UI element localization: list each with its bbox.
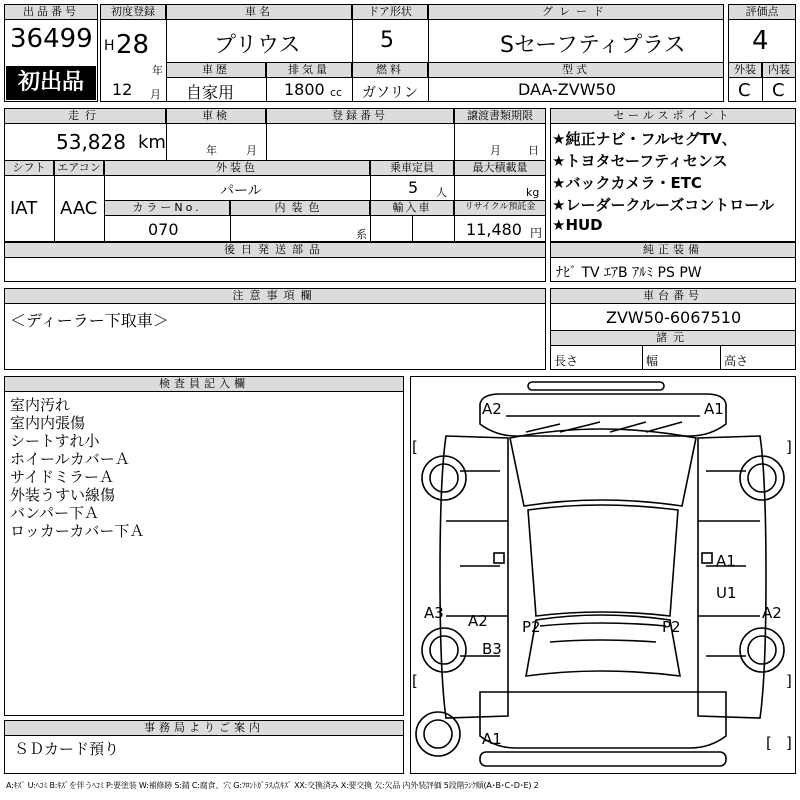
doors: 5 — [380, 28, 394, 53]
bracket: [ — [766, 734, 772, 752]
front-bumper — [528, 382, 664, 390]
yen-unit: 円 — [530, 226, 543, 240]
color: パール — [220, 183, 262, 199]
recycle-label: リサイクル預託金 — [454, 200, 546, 216]
roof-panel — [528, 505, 678, 616]
inspection-year-unit: 年 — [206, 144, 217, 157]
length-label: 長さ — [554, 354, 579, 368]
sales-point: ★レーダークルーズコントロール — [552, 196, 774, 214]
ac: AAC — [60, 198, 98, 219]
damage-mark: A2 — [482, 400, 502, 418]
first-listing-badge: 初出品 — [6, 66, 96, 100]
reg-label: 初度登録 — [100, 4, 166, 20]
damage-mark: P2 — [662, 618, 681, 636]
width-label: 幅 — [646, 354, 659, 368]
right-body — [698, 436, 766, 718]
sales-point: ★HUD — [552, 216, 603, 234]
int-label: 内装 — [762, 62, 796, 78]
capacity-label: 乗車定員 — [370, 160, 454, 176]
month-unit: 月 — [150, 88, 161, 101]
lot-number: 36499 — [10, 24, 93, 54]
model: DAA-ZVW50 — [518, 80, 616, 99]
year-unit: 年 — [152, 64, 163, 77]
spare-wheel — [416, 712, 460, 756]
inspector-item: 室内内張傷 — [10, 414, 86, 432]
reg-year: 28 — [116, 30, 150, 60]
bracket: ] — [786, 672, 792, 690]
cc-unit: cc — [330, 86, 343, 99]
damage-mark: A3 — [424, 604, 444, 622]
damage-mark: A1 — [716, 552, 736, 570]
ac-label: エアコン — [54, 160, 104, 176]
damage-mark: B3 — [482, 640, 502, 658]
int-color-label: 内装色 — [230, 200, 370, 216]
import-label: 輸入車 — [370, 200, 454, 216]
damage-mark: A1 — [482, 730, 502, 748]
int-color-unit: 系 — [356, 228, 367, 241]
ext-score: C — [738, 80, 751, 101]
sales-point: ★バックカメラ・ETC — [552, 174, 702, 192]
model-label: 型式 — [428, 62, 724, 78]
score-label: 評価点 — [728, 4, 796, 20]
mileage-label: 走行 — [4, 108, 166, 124]
displacement: 1800 — [284, 80, 325, 99]
shift: IAT — [10, 198, 38, 219]
inspector-item: 外装うすい線傷 — [10, 486, 116, 504]
bracket: ] — [786, 734, 792, 752]
fuel-label: 燃料 — [352, 62, 428, 78]
chassis-label: 車台番号 — [550, 288, 796, 304]
notes-label: 注意事項欄 — [4, 288, 546, 304]
inspector-item: 室内汚れ — [10, 396, 71, 414]
deadline-label: 譲渡書類期限 — [454, 108, 546, 124]
recycle: 11,480 — [466, 220, 522, 239]
grade: Sセーフティプラス — [500, 33, 686, 58]
person-unit: 人 — [436, 186, 447, 199]
grade-label: グレード — [428, 4, 724, 20]
km-unit: km — [138, 132, 166, 153]
history: 自家用 — [186, 83, 235, 102]
equipment-value: ﾅﾋﾞ TV ｴｱB ｱﾙﾐ PS PW — [556, 265, 702, 281]
door-label: ドア形状 — [352, 4, 428, 20]
dims-label: 諸元 — [550, 330, 796, 346]
history-label: 車歴 — [166, 62, 266, 78]
office-value: ＳＤカード預り — [14, 740, 120, 758]
lot-label: 出品番号 — [4, 4, 98, 20]
load-label: 最大積載量 — [454, 160, 546, 176]
mileage: 53,828 — [56, 130, 126, 154]
inspector-item: ホイールカバーＡ — [10, 450, 130, 468]
fuel: ガソリン — [362, 85, 418, 101]
chassis-value: ZVW50-6067510 — [606, 308, 742, 327]
damage-mark: A2 — [762, 604, 782, 622]
bracket: [ — [412, 438, 418, 456]
deadline-month-unit: 月 — [490, 144, 501, 157]
sales-point: ★純正ナビ・フルセグTV、 — [552, 130, 737, 148]
car-name: プリウス — [214, 33, 301, 58]
inspector-label: 検査員記入欄 — [4, 376, 404, 392]
height-label: 高さ — [724, 354, 749, 368]
notes-value: ＜ディーラー下取車＞ — [10, 311, 169, 330]
wheel-rear-left — [422, 628, 466, 672]
car-name-label: 車名 — [166, 4, 352, 20]
rear-window — [526, 615, 680, 676]
color-label: 外装色 — [104, 160, 370, 176]
era: H — [104, 38, 115, 54]
color-no: 070 — [148, 220, 179, 239]
office-label: 事務局よりご案内 — [4, 720, 404, 736]
inspector-item: ロッカーカバー下Ａ — [10, 522, 145, 540]
wheel-rear-right — [740, 628, 784, 672]
shift-label: シフト — [4, 160, 54, 176]
bracket: [ — [412, 672, 418, 690]
sales-point: ★トヨタセーフティセンス — [552, 152, 728, 170]
damage-mark: A2 — [468, 612, 488, 630]
legend: A:ｷｽﾞ U:ﾍｺﾐ B:ｷｽﾞを伴うﾍｺﾐ P:要塗装 W:補修跡 S:錆 C:腐食、穴 G:ﾌﾛﾝﾄｶﾞﾗｽ点ｷｽﾞ XX:交換済み X:要交換 欠:欠品 内外装評価 5段階ﾗﾝｸ順(A･B･C･D･E) 2 — [6, 781, 539, 790]
reg-month: 12 — [112, 80, 133, 99]
score: 4 — [752, 26, 769, 56]
deadline-day-unit: 日 — [528, 144, 539, 157]
color-no-label: カラーNo. — [104, 200, 230, 216]
kg-unit: kg — [526, 186, 540, 199]
displacement-label: 排気量 — [266, 62, 352, 78]
inspection-label: 車検 — [166, 108, 266, 124]
wheel-front-right — [740, 456, 784, 500]
roof-outline — [510, 429, 696, 506]
wheel-front-left — [422, 456, 466, 500]
int-score: C — [772, 80, 785, 101]
ext-label: 外装 — [728, 62, 762, 78]
inspector-item: バンパー下Ａ — [10, 504, 99, 522]
plate-label: 登録番号 — [266, 108, 454, 124]
inspector-item: シートすれ小 — [10, 432, 100, 450]
inspector-item: サイドミラーＡ — [10, 468, 114, 486]
sales-points-label: セールスポイント — [550, 108, 796, 124]
capacity: 5 — [408, 178, 419, 197]
damage-mark: A1 — [704, 400, 724, 418]
bracket: ] — [786, 438, 792, 456]
rear-bumper — [480, 752, 726, 766]
later-parts-label: 後日発送部品 — [4, 242, 546, 258]
car-diagram — [410, 376, 796, 774]
inspection-month-unit: 月 — [246, 144, 257, 157]
damage-mark: U1 — [716, 584, 737, 602]
left-body — [440, 436, 508, 718]
damage-mark: P2 — [522, 618, 541, 636]
rear-outline — [480, 692, 726, 748]
equipment-label: 純正装備 — [550, 242, 796, 258]
